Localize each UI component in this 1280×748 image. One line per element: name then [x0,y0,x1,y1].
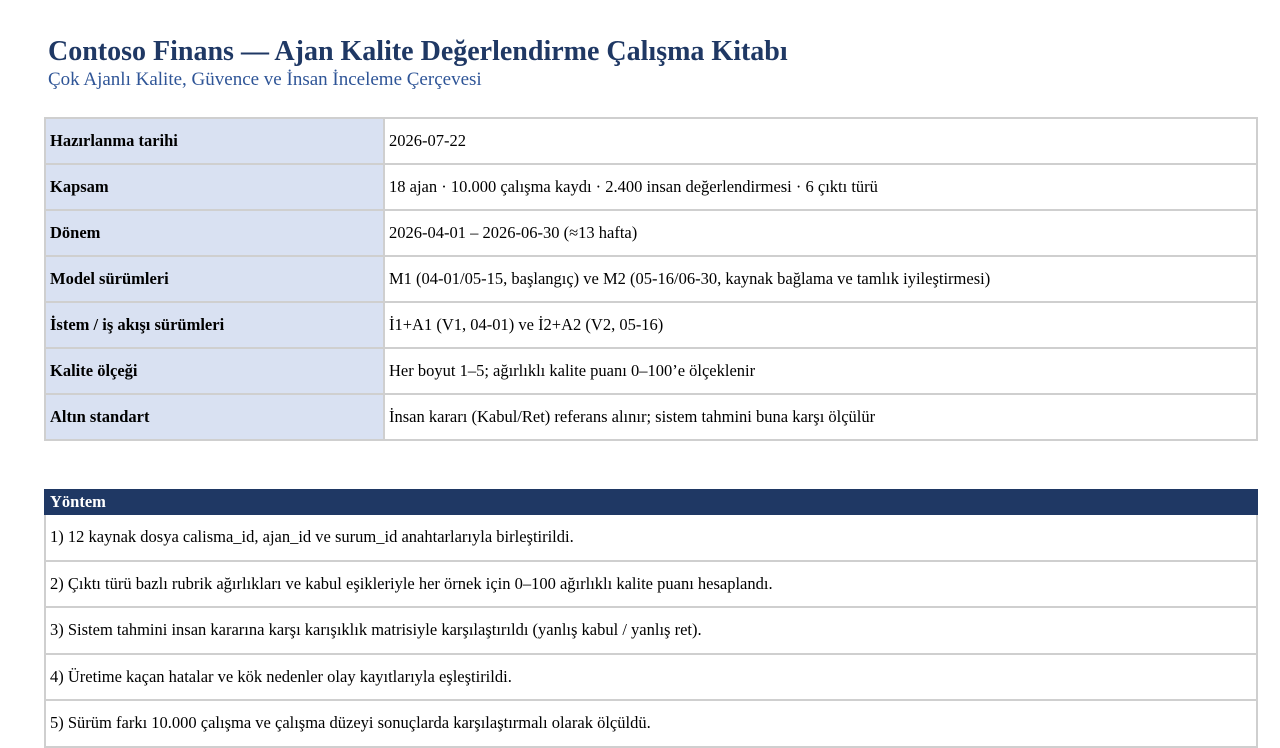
info-row-prompt-versions [45,302,1257,348]
info-value: İnsan kararı (Kabul/Ret) referans alınır; sistem tahmini buna karşı ölçülür [384,394,1257,440]
method-table [44,489,1258,748]
method-step: 1) 12 kaynak dosya calisma_id, ajan_id ve surum_id anahtarlarıyla birleştirildi. [45,514,1257,561]
info-value: M1 (04-01/05-15, başlangıç) ve M2 (05-16/06-30, kaynak bağlama ve tamlık iyileştirmesi) [384,256,1257,302]
info-label: Kalite ölçeği [45,348,384,394]
info-label: Kapsam [45,164,384,210]
method-step: 4) Üretime kaçan hatalar ve kök nedenler olay kayıtlarıyla eşleştirildi. [45,654,1257,701]
page-subtitle: Çok Ajanlı Kalite, Güvence ve İnsan İnceleme Çerçevesi [48,69,482,90]
info-value: 18 ajan · 10.000 çalışma kaydı · 2.400 insan değerlendirmesi · 6 çıktı türü [384,164,1257,210]
info-value: İ1+A1 (V1, 04-01) ve İ2+A2 (V2, 05-16) [384,302,1257,348]
method-step: 5) Sürüm farkı 10.000 çalışma ve çalışma düzeyi sonuçlarda karşılaştırmalı olarak ölçüldü. [45,700,1257,747]
info-value: Her boyut 1–5; ağırlıklı kalite puanı 0–100’e ölçeklenir [384,348,1257,394]
info-table [44,117,1258,441]
info-row-period [45,210,1257,256]
method-step: 3) Sistem tahmini insan kararına karşı karışıklık matrisiyle karşılaştırıldı (yanlış kabul / yanlış ret). [45,607,1257,654]
page-title: Contoso Finans — Ajan Kalite Değerlendirme Çalışma Kitabı [48,36,788,67]
info-row-model-versions [45,256,1257,302]
info-row-gold-standard [45,394,1257,440]
info-label: Dönem [45,210,384,256]
info-label: Hazırlanma tarihi [45,118,384,164]
info-value: 2026-07-22 [384,118,1257,164]
info-label: İstem / iş akışı sürümleri [45,302,384,348]
info-label: Model sürümleri [45,256,384,302]
info-label: Altın standart [45,394,384,440]
info-row-prepared-date [45,118,1257,164]
info-row-scope [45,164,1257,210]
method-heading: Yöntem [45,490,1257,514]
info-row-quality-scale [45,348,1257,394]
method-step: 2) Çıktı türü bazlı rubrik ağırlıkları ve kabul eşikleriyle her örnek için 0–100 ağırlıklı kalite puanı hesaplandı. [45,561,1257,608]
info-value: 2026-04-01 – 2026-06-30 (≈13 hafta) [384,210,1257,256]
